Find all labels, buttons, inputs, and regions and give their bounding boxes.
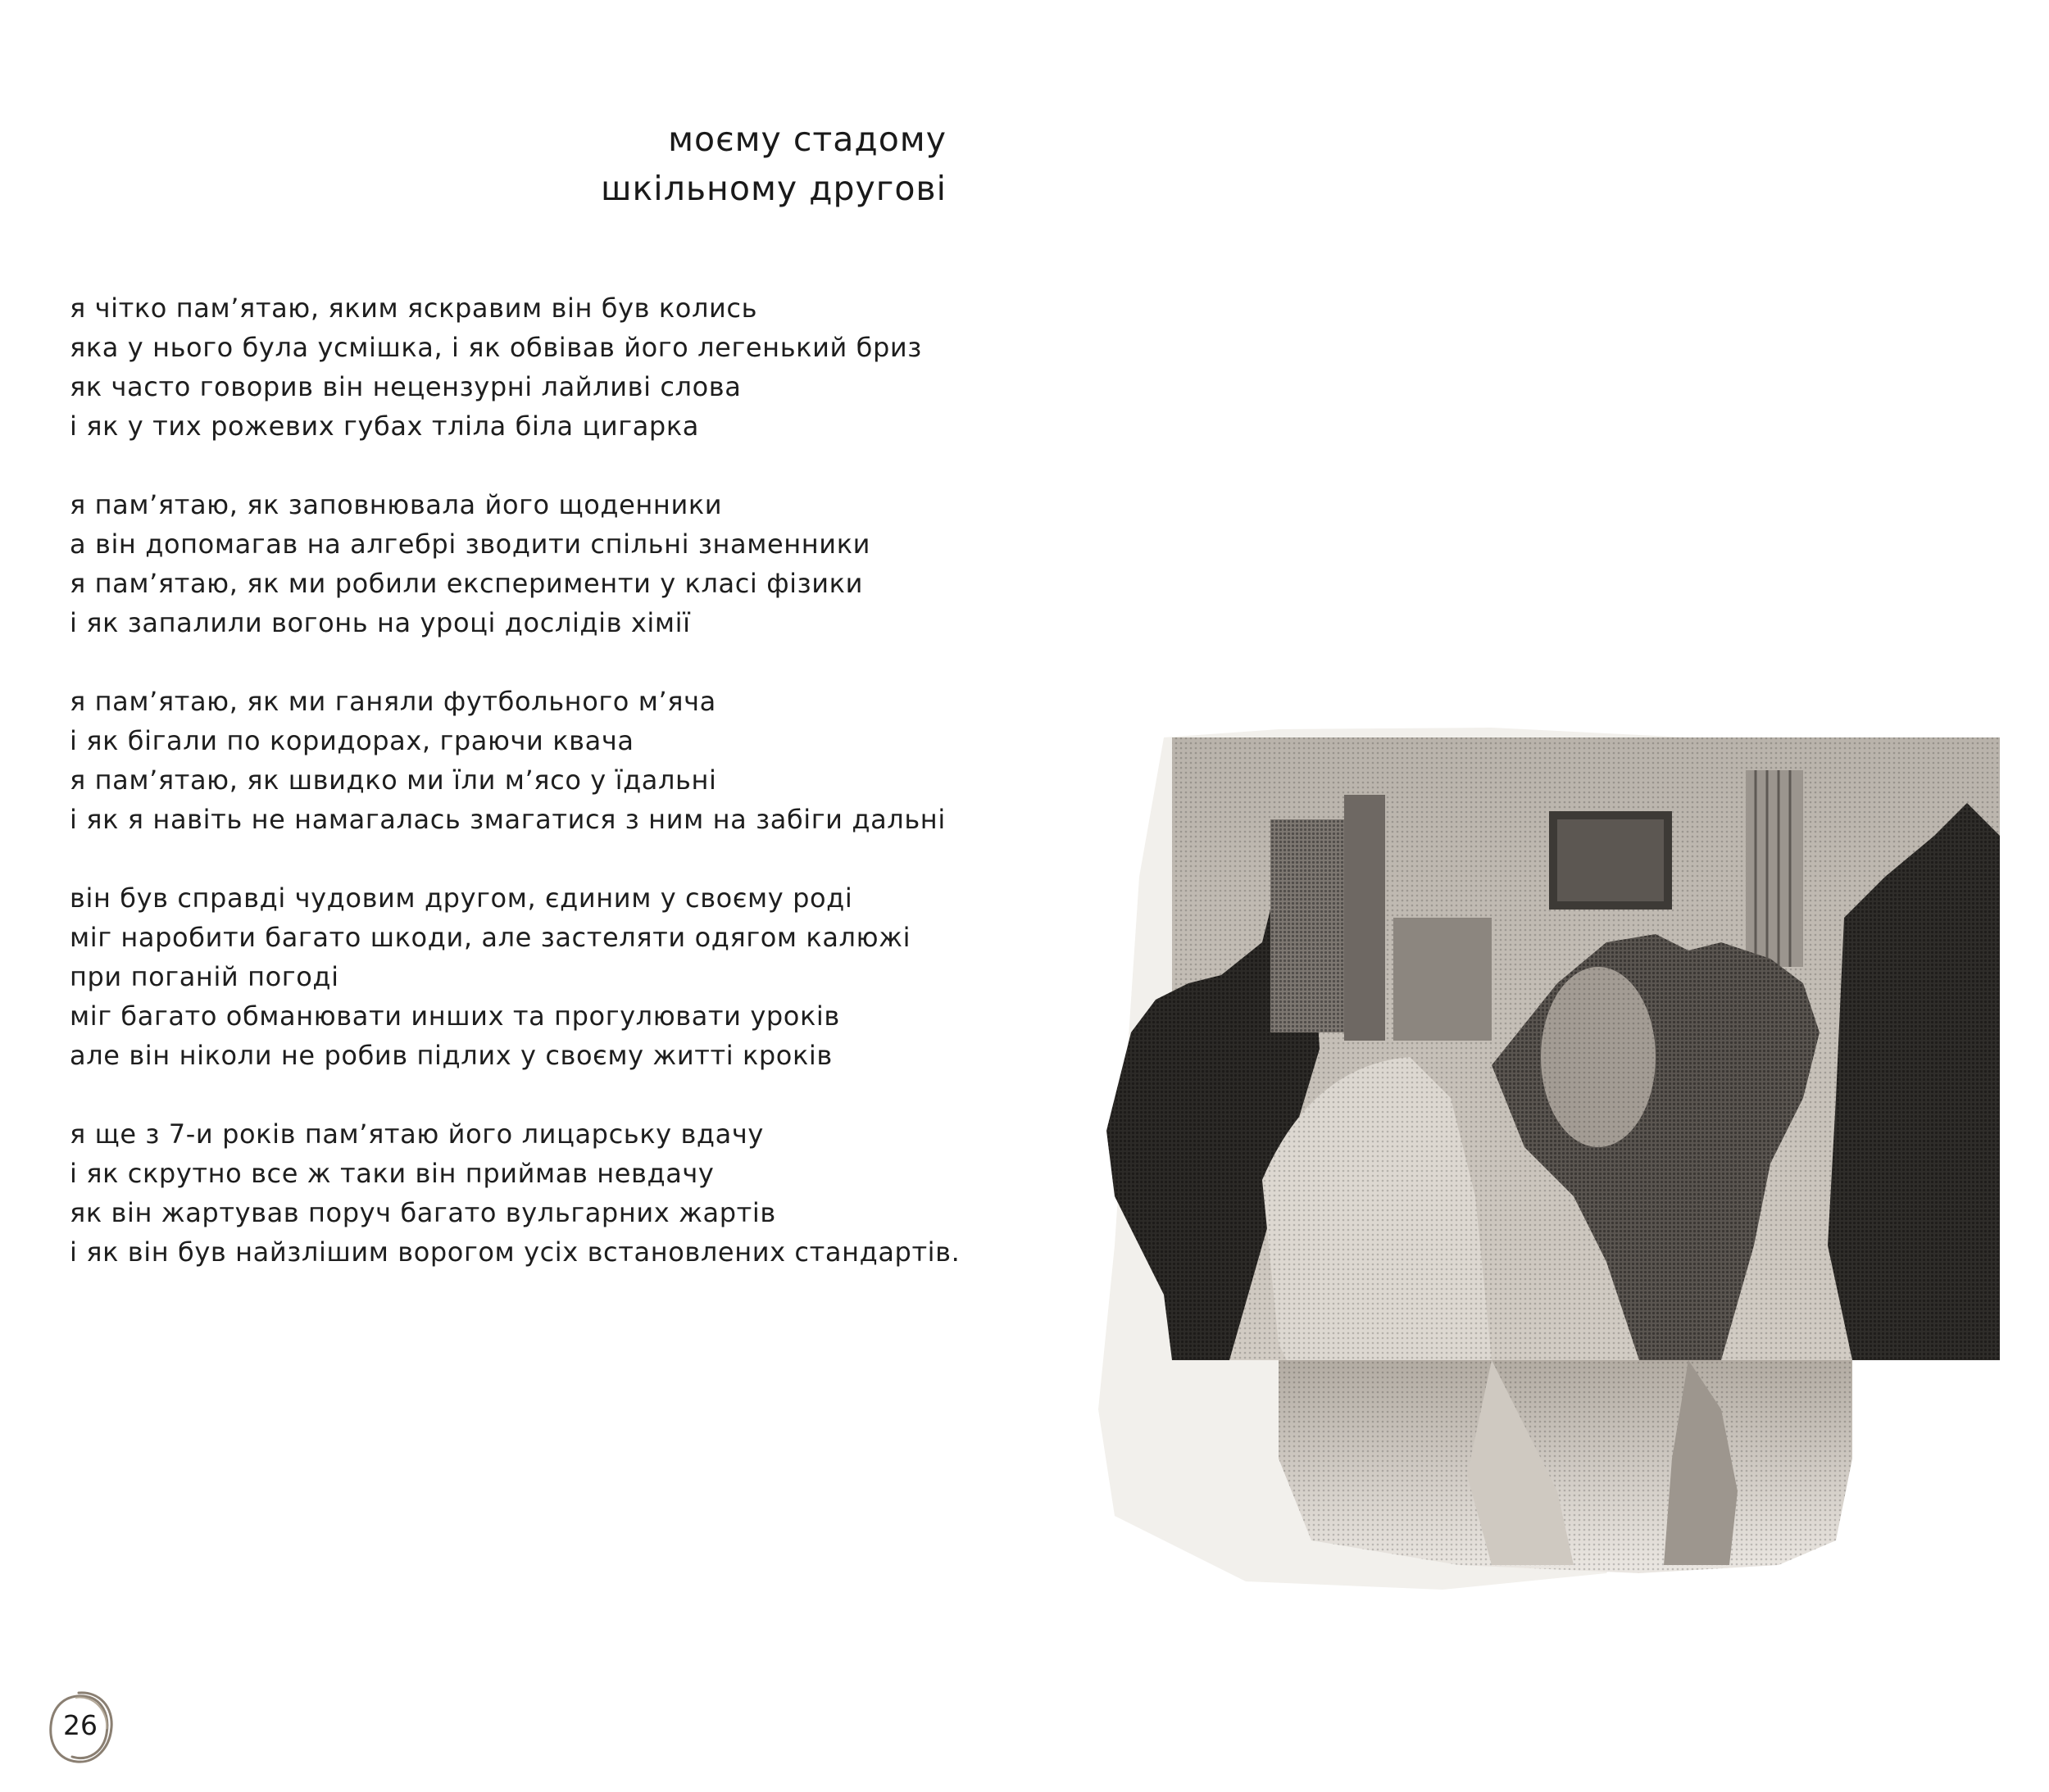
poem-line: він був справді чудовим другом, єдиним у своєму роді bbox=[70, 882, 853, 914]
poem-line: яка у нього була усмішка, і як обвівав його легенький бриз bbox=[70, 332, 922, 363]
poem-title-line-2: шкільному другові bbox=[601, 169, 947, 208]
poem-line: але він ніколи не робив підлих у своєму житті кроків bbox=[70, 1040, 833, 1071]
poem-line: я пам’ятаю, як ми ганяли футбольного м’яча bbox=[70, 686, 716, 717]
photo-collage bbox=[1065, 672, 2016, 1606]
page-number: 26 bbox=[63, 1709, 98, 1741]
stanza-4 bbox=[70, 878, 1004, 1075]
poem-body bbox=[70, 288, 1004, 1311]
poem-title bbox=[601, 115, 947, 213]
poem-title-line-1: моєму стадому bbox=[668, 120, 947, 159]
poem-line: а він допомагав на алгебрі зводити спільні знаменники bbox=[70, 529, 871, 560]
poem-line: я ще з 7-и років пам’ятаю його лицарську вдачу bbox=[70, 1118, 764, 1150]
poem-line: я чітко пам’ятаю, яким яскравим він був колись bbox=[70, 293, 758, 324]
poem-line: і як у тих рожевих губах тліла біла цигарка bbox=[70, 411, 699, 442]
stanza-2 bbox=[70, 485, 1004, 642]
poem-line: як часто говорив він нецензурні лайливі слова bbox=[70, 371, 742, 402]
stanza-5 bbox=[70, 1114, 1004, 1272]
building bbox=[1393, 918, 1492, 1041]
poem-line: я пам’ятаю, як швидко ми їли м’ясо у їдальні bbox=[70, 764, 717, 796]
building bbox=[1344, 795, 1385, 1041]
stanza-1 bbox=[70, 288, 1004, 446]
collage-image bbox=[1065, 672, 2016, 1606]
poem-line: і як скрутно все ж таки він приймав невдачу bbox=[70, 1158, 715, 1189]
poem-line: і як я навіть не намагалась змагатися з ним на забіги дальні bbox=[70, 804, 946, 835]
poem-line: я пам’ятаю, як заповнювала його щоденники bbox=[70, 489, 723, 520]
page-number-badge bbox=[43, 1686, 118, 1768]
poem-line: при поганій погоді bbox=[70, 961, 339, 992]
poem-line: міг багато обманювати инших та прогулювати уроків bbox=[70, 1000, 840, 1032]
poem-line: і як запалили вогонь на уроці дослідів хімії bbox=[70, 607, 691, 638]
poem-line: і як він був найзлішим ворогом усіх встановлених стандартів. bbox=[70, 1236, 961, 1268]
stanza-3 bbox=[70, 682, 1004, 839]
poem-line: як він жартував поруч багато вульгарних жартів bbox=[70, 1197, 776, 1228]
poem-line: я пам’ятаю, як ми робили експерименти у класі фізики bbox=[70, 568, 863, 599]
poem-line: міг наробити багато шкоди, але застеляти одягом калюжі bbox=[70, 922, 911, 953]
poem-line: і як бігали по коридорах, граючи квача bbox=[70, 725, 634, 756]
